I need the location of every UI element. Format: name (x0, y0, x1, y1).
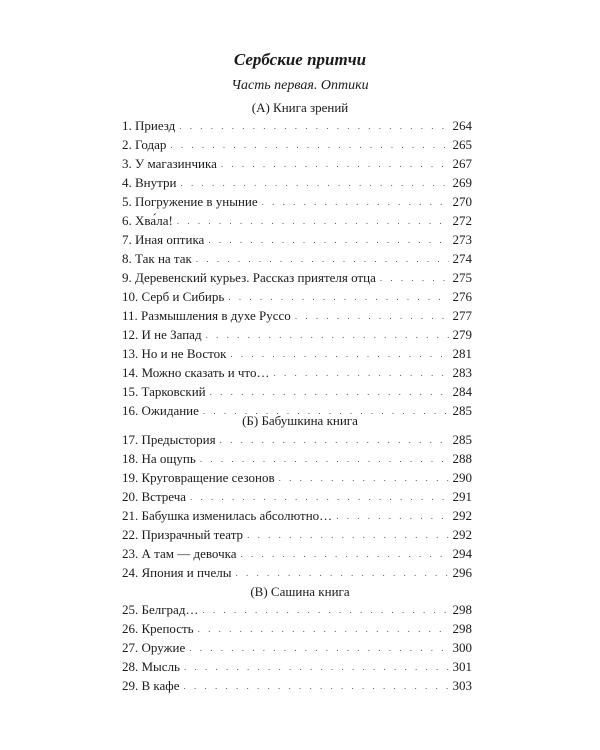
dot-leader (273, 364, 448, 383)
toc-entry-label: 1. Приезд (122, 116, 179, 135)
dot-leader (189, 639, 448, 658)
toc-entry-label: 6. Хва́ла! (122, 211, 177, 230)
part-title: Часть первая. Оптики (231, 78, 369, 93)
dot-leader (208, 231, 448, 250)
toc-entry[interactable] (122, 430, 472, 449)
dot-leader (184, 658, 449, 677)
toc-entry[interactable] (122, 382, 472, 401)
toc-entry[interactable] (122, 173, 472, 192)
toc-entry-page-number: 274 (449, 249, 473, 268)
toc-entry-label: 11. Размышления в духе Руссо (122, 306, 295, 325)
toc-entry-label: 8. Так на так (122, 249, 196, 268)
dot-leader (235, 564, 448, 583)
toc-entry-page-number: 285 (449, 401, 473, 420)
toc-entry[interactable] (122, 619, 472, 638)
toc-entry-page-number: 300 (449, 638, 473, 657)
toc-entry[interactable] (122, 487, 472, 506)
toc-entry-page-number: 277 (449, 306, 473, 325)
toc-entry-page-number: 279 (449, 325, 473, 344)
toc-entry-label: 13. Но и не Восток (122, 344, 230, 363)
toc-list-c (122, 600, 472, 695)
dot-leader (198, 620, 449, 639)
dot-leader (177, 212, 449, 231)
toc-entry-label: 2. Годар (122, 135, 170, 154)
toc-entry-page-number: 288 (449, 449, 473, 468)
dot-leader (279, 469, 449, 488)
toc-entry-page-number: 285 (449, 430, 473, 449)
toc-entry-page-number: 292 (449, 506, 473, 525)
toc-entry[interactable] (122, 116, 472, 135)
dot-leader (210, 383, 449, 402)
toc-entry-label: 25. Белград… (122, 600, 202, 619)
toc-entry[interactable] (122, 325, 472, 344)
section-heading-b: (Б) Бабушкина книга (242, 413, 358, 428)
dot-leader (247, 526, 448, 545)
dot-leader (228, 288, 448, 307)
toc-entry-page-number: 298 (449, 619, 473, 638)
toc-entry-label: 20. Встреча (122, 487, 190, 506)
toc-entry-page-number: 283 (449, 363, 473, 382)
toc-entry-page-number: 291 (449, 487, 473, 506)
dot-leader (221, 155, 449, 174)
toc-entry[interactable] (122, 363, 472, 382)
toc-entry-label: 23. А там — девочка (122, 544, 241, 563)
toc-entry[interactable] (122, 506, 472, 525)
toc-entry[interactable] (122, 525, 472, 544)
dot-leader (184, 677, 449, 696)
dot-leader (196, 250, 449, 269)
toc-entry-page-number: 281 (449, 344, 473, 363)
toc-entry-page-number: 294 (449, 544, 473, 563)
toc-entry-label: 26. Крепость (122, 619, 198, 638)
toc-entry[interactable] (122, 287, 472, 306)
dot-leader (170, 136, 448, 155)
toc-entry-label: 14. Можно сказать и что… (122, 363, 273, 382)
toc-entry-label: 16. Ожидание (122, 401, 203, 420)
toc-entry-page-number: 298 (449, 600, 473, 619)
toc-entry-label: 12. И не Запад (122, 325, 206, 344)
toc-entry[interactable] (122, 268, 472, 287)
toc-entry[interactable] (122, 676, 472, 695)
toc-entry-label: 17. Предыстория (122, 430, 220, 449)
toc-entry-label: 24. Япония и пчелы (122, 563, 235, 582)
toc-entry[interactable] (122, 135, 472, 154)
toc-entry-label: 4. Внутри (122, 173, 180, 192)
toc-entry-page-number: 275 (449, 268, 473, 287)
toc-entry-page-number: 303 (449, 676, 473, 695)
toc-entry-page-number: 264 (449, 116, 473, 135)
toc-entry-page-number: 292 (449, 525, 473, 544)
toc-entry[interactable] (122, 638, 472, 657)
toc-entry-page-number: 296 (449, 563, 473, 582)
dot-leader (262, 193, 449, 212)
toc-entry-page-number: 265 (449, 135, 473, 154)
toc-entry[interactable] (122, 600, 472, 619)
toc-entry-page-number: 284 (449, 382, 473, 401)
dot-leader (202, 601, 448, 620)
section-heading-a: (А) Книга зрений (251, 100, 349, 115)
dot-leader (220, 431, 449, 450)
toc-entry-label: 18. На ощупь (122, 449, 200, 468)
dot-leader (180, 174, 448, 193)
dot-leader (241, 545, 449, 564)
toc-entry-label: 29. В кафе (122, 676, 184, 695)
toc-entry[interactable] (122, 192, 472, 211)
toc-list-a (122, 116, 472, 420)
toc-entry[interactable] (122, 468, 472, 487)
toc-entry-page-number: 267 (449, 154, 473, 173)
toc-entry[interactable] (122, 449, 472, 468)
dot-leader (380, 269, 449, 288)
toc-entry[interactable] (122, 306, 472, 325)
toc-entry[interactable] (122, 230, 472, 249)
toc-entry-label: 28. Мысль (122, 657, 184, 676)
toc-entry-label: 5. Погружение в уныние (122, 192, 262, 211)
section-heading-c: (В) Сашина книга (250, 584, 350, 599)
toc-entry[interactable] (122, 563, 472, 582)
toc-entry-label: 22. Призрачный театр (122, 525, 247, 544)
dot-leader (190, 488, 448, 507)
toc-entry-label: 9. Деревенский курьез. Рассказ приятеля отца (122, 268, 380, 287)
toc-entry-page-number: 272 (449, 211, 473, 230)
dot-leader (179, 117, 448, 136)
toc-entry-page-number: 301 (449, 657, 473, 676)
toc-entry[interactable] (122, 211, 472, 230)
toc-entry-label: 15. Тарковский (122, 382, 210, 401)
dot-leader (336, 507, 448, 526)
toc-entry-page-number: 273 (449, 230, 473, 249)
toc-entry[interactable] (122, 154, 472, 173)
toc-entry-label: 21. Бабушка изменилась абсолютно… (122, 506, 336, 525)
toc-entry-label: 7. Иная оптика (122, 230, 208, 249)
dot-leader (230, 345, 448, 364)
toc-entry-label: 10. Серб и Сибирь (122, 287, 228, 306)
toc-entry[interactable] (122, 657, 472, 676)
dot-leader (206, 326, 449, 345)
toc-entry[interactable] (122, 544, 472, 563)
toc-entry-page-number: 270 (449, 192, 473, 211)
toc-entry[interactable] (122, 344, 472, 363)
toc-entry-label: 3. У магазинчика (122, 154, 221, 173)
toc-list-b (122, 430, 472, 582)
toc-entry-page-number: 290 (449, 468, 473, 487)
dot-leader (200, 450, 449, 469)
toc-entry[interactable] (122, 249, 472, 268)
toc-entry-page-number: 276 (449, 287, 473, 306)
toc-entry-page-number: 269 (449, 173, 473, 192)
book-title: Сербские притчи (233, 50, 367, 69)
toc-entry-label: 19. Круговращение сезонов (122, 468, 279, 487)
toc-entry-label: 27. Оружие (122, 638, 189, 657)
dot-leader (295, 307, 449, 326)
